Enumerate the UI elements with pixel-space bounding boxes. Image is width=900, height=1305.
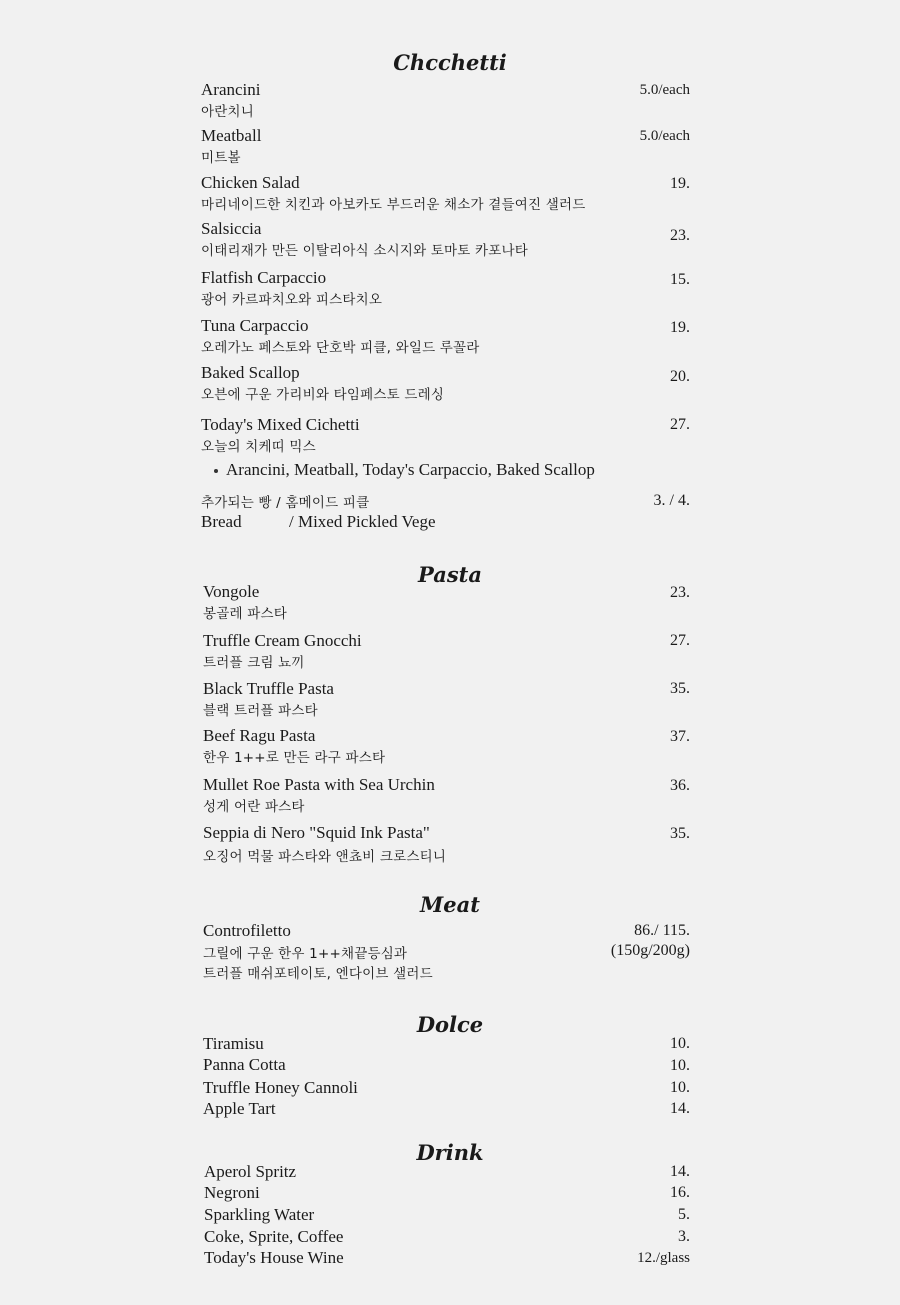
- item-price: 37.: [670, 728, 690, 745]
- section-title-pasta: Pasta: [418, 562, 482, 587]
- item-weight: (150g/200g): [610, 942, 690, 959]
- item-name: Panna Cotta: [203, 1055, 286, 1074]
- item-name: Controfiletto: [203, 921, 291, 940]
- item-name: Today's Mixed Cichetti: [201, 415, 360, 434]
- item-description: 오징어 먹물 파스타와 앤쵸비 크로스티니: [203, 849, 447, 865]
- item-description: 그릴에 구운 한우 1++채끝등심과: [203, 946, 408, 962]
- section-title-meat: Meat: [420, 892, 480, 917]
- item-description: 트러플 매쉬포테이토, 엔다이브 샐러드: [203, 966, 433, 982]
- item-description: 미트볼: [201, 150, 241, 166]
- item-name: Tuna Carpaccio: [201, 316, 309, 335]
- item-price: 35.: [670, 680, 690, 697]
- item-price: 5.0/each: [639, 128, 690, 144]
- item-price: 23.: [670, 584, 690, 601]
- bread-korean: 추가되는 빵 / 홈메이드 피클: [201, 495, 370, 511]
- item-name: Baked Scallop: [201, 363, 300, 382]
- item-price: 20.: [670, 368, 690, 385]
- item-description: 오븐에 구운 가리비와 타임페스토 드레싱: [201, 387, 445, 403]
- item-price: 36.: [670, 777, 690, 794]
- item-name: Today's House Wine: [204, 1248, 344, 1267]
- item-description: 오늘의 치케띠 믹스: [201, 439, 316, 455]
- item-price: 16.: [670, 1184, 690, 1201]
- section-title-cicchetti: Chcchetti: [393, 50, 507, 75]
- item-name: Apple Tart: [203, 1099, 276, 1118]
- bread-price: 3. / 4.: [653, 492, 690, 509]
- item-name: Negroni: [204, 1183, 260, 1202]
- item-price: 10.: [670, 1079, 690, 1096]
- item-name: Aperol Spritz: [204, 1162, 297, 1181]
- item-price: 86./ 115.: [634, 922, 690, 939]
- item-name: Arancini: [201, 80, 261, 99]
- item-price: 23.: [670, 227, 690, 244]
- item-name: Salsiccia: [201, 219, 262, 238]
- item-price: 15.: [670, 271, 690, 288]
- item-name: Mullet Roe Pasta with Sea Urchin: [203, 775, 435, 794]
- item-description: 이태리재가 만든 이탈리아식 소시지와 토마토 카포나타: [201, 243, 528, 259]
- section-title-dolce: Dolce: [416, 1012, 484, 1037]
- item-price: 14.: [670, 1100, 690, 1117]
- item-price: 19.: [670, 175, 690, 192]
- item-description: 트러플 크림 뇨끼: [203, 655, 305, 671]
- item-description: 마리네이드한 치킨과 아보카도 부드러운 채소가 곁들여진 샐러드: [201, 197, 586, 213]
- mixed-cicchetti-note: [214, 460, 595, 480]
- item-description: 한우 1++로 만든 라구 파스타: [203, 750, 386, 766]
- item-description: 블랙 트러플 파스타: [203, 703, 318, 719]
- bread-name: Bread: [201, 512, 242, 531]
- item-price: 12./glass: [637, 1250, 690, 1266]
- item-name: Beef Ragu Pasta: [203, 726, 316, 745]
- item-price: 5.: [678, 1206, 690, 1223]
- item-price: 35.: [670, 825, 690, 842]
- item-name: Meatball: [201, 126, 262, 145]
- item-description: 봉골레 파스타: [203, 606, 287, 622]
- item-price: 19.: [670, 319, 690, 336]
- item-name: Chicken Salad: [201, 173, 300, 192]
- item-name: Black Truffle Pasta: [203, 679, 334, 698]
- item-price: 10.: [670, 1057, 690, 1074]
- item-name: Tiramisu: [203, 1034, 264, 1053]
- item-price: 5.0/each: [639, 82, 690, 98]
- item-description: 아란치니: [201, 104, 254, 120]
- item-name: Seppia di Nero "Squid Ink Pasta": [203, 823, 430, 842]
- item-description: 오레가노 페스토와 단호박 피클, 와일드 루꼴라: [201, 340, 480, 356]
- item-price: 14.: [670, 1163, 690, 1180]
- item-name: Truffle Honey Cannoli: [203, 1078, 358, 1097]
- item-name: Vongole: [203, 582, 260, 601]
- section-title-drink: Drink: [416, 1140, 484, 1165]
- item-name: Truffle Cream Gnocchi: [203, 631, 362, 650]
- item-name: Coke, Sprite, Coffee: [204, 1227, 344, 1246]
- item-description: 광어 카르파치오와 피스타치오: [201, 292, 383, 308]
- item-price: 10.: [670, 1035, 690, 1052]
- bullet-icon: [214, 469, 218, 473]
- note-text: Arancini, Meatball, Today's Carpaccio, Baked Scallop: [226, 460, 595, 479]
- item-name: Sparkling Water: [204, 1205, 315, 1224]
- item-description: 성게 어란 파스타: [203, 799, 305, 815]
- item-price: 3.: [678, 1228, 690, 1245]
- item-price: 27.: [670, 416, 690, 433]
- pickle-name: / Mixed Pickled Vege: [289, 512, 436, 531]
- item-name: Flatfish Carpaccio: [201, 268, 327, 287]
- item-price: 27.: [670, 632, 690, 649]
